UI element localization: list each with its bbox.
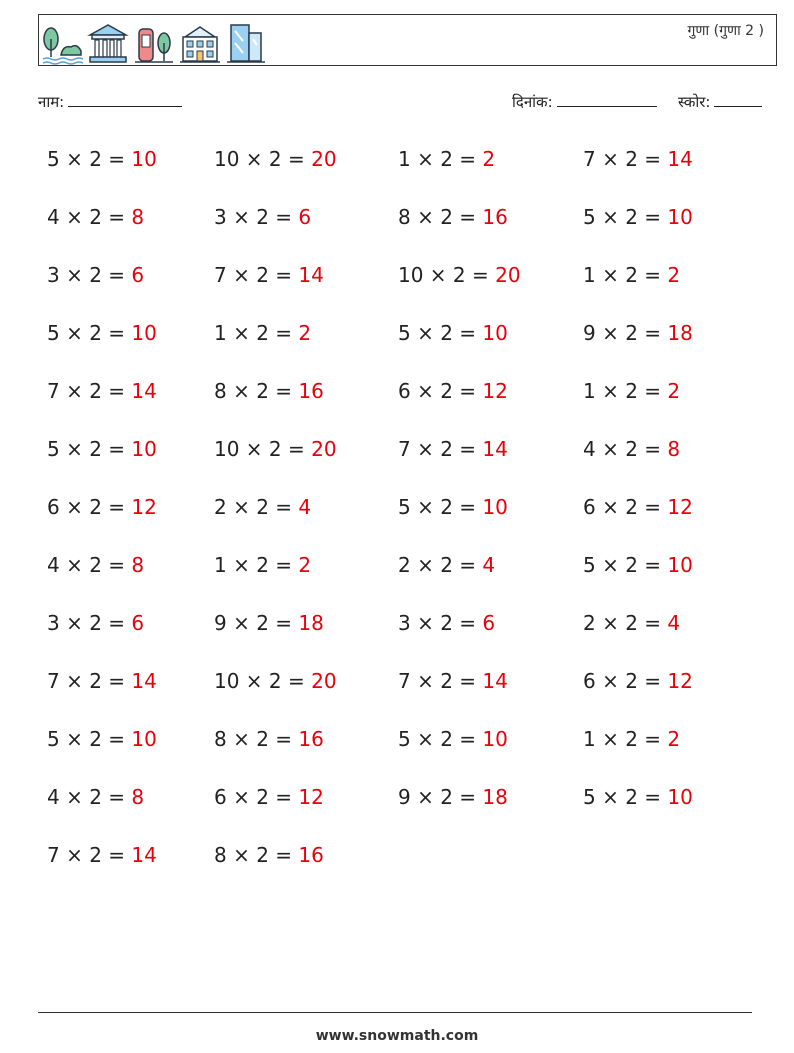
- problem-answer: 2: [298, 321, 312, 345]
- math-problem: [398, 665, 508, 697]
- math-problem: [47, 723, 157, 755]
- math-problem: [214, 607, 324, 639]
- math-problem: [214, 665, 337, 697]
- problem-answer: 10: [482, 321, 508, 345]
- math-problem: [583, 433, 680, 465]
- math-problem: [47, 259, 144, 291]
- problem-question: 5 × 2 =: [398, 727, 477, 751]
- glass-office-building-icon: [225, 21, 267, 65]
- problem-answer: 2: [298, 553, 312, 577]
- problem-question: 10 × 2 =: [214, 147, 305, 171]
- problem-answer: 16: [482, 205, 508, 229]
- problem-question: 3 × 2 =: [214, 205, 293, 229]
- math-problem: [583, 201, 693, 233]
- problem-answer: 14: [667, 147, 693, 171]
- footer-divider: [38, 1012, 752, 1013]
- phone-booth-tree-icon: [133, 21, 175, 65]
- problem-question: 8 × 2 =: [214, 727, 293, 751]
- problem-question: 1 × 2 =: [214, 553, 293, 577]
- problem-question: 2 × 2 =: [214, 495, 293, 519]
- math-problem: [583, 781, 693, 813]
- problem-answer: 14: [131, 379, 157, 403]
- problem-question: 1 × 2 =: [398, 147, 477, 171]
- problem-answer: 6: [482, 611, 496, 635]
- problem-answer: 14: [131, 843, 157, 867]
- header-icons: [41, 19, 267, 65]
- problem-question: 5 × 2 =: [47, 147, 126, 171]
- problem-answer: 8: [131, 785, 145, 809]
- problem-question: 4 × 2 =: [47, 785, 126, 809]
- problem-answer: 18: [482, 785, 508, 809]
- problem-answer: 10: [667, 785, 693, 809]
- math-problem: [398, 781, 508, 813]
- problem-question: 4 × 2 =: [47, 553, 126, 577]
- problem-question: 7 × 2 =: [398, 669, 477, 693]
- math-problem: [47, 317, 157, 349]
- math-problem: [583, 607, 680, 639]
- problem-question: 2 × 2 =: [583, 611, 662, 635]
- math-problem: [398, 143, 495, 175]
- problem-question: 10 × 2 =: [214, 669, 305, 693]
- problem-answer: 8: [667, 437, 681, 461]
- problem-question: 7 × 2 =: [398, 437, 477, 461]
- math-problem: [214, 433, 337, 465]
- date-field: [512, 92, 657, 112]
- problem-question: 10 × 2 =: [214, 437, 305, 461]
- problem-answer: 12: [482, 379, 508, 403]
- problem-answer: 12: [298, 785, 324, 809]
- problem-question: 6 × 2 =: [398, 379, 477, 403]
- name-field: [38, 92, 182, 112]
- problem-question: 4 × 2 =: [47, 205, 126, 229]
- problem-question: 10 × 2 =: [398, 263, 489, 287]
- problem-question: 5 × 2 =: [47, 437, 126, 461]
- math-problem: [47, 839, 157, 871]
- math-problem: [398, 201, 508, 233]
- problem-answer: 16: [298, 727, 324, 751]
- problem-answer: 10: [131, 321, 157, 345]
- math-problem: [583, 665, 693, 697]
- math-problem: [214, 259, 324, 291]
- problem-question: 7 × 2 =: [47, 669, 126, 693]
- problem-question: 5 × 2 =: [47, 321, 126, 345]
- problem-answer: 12: [131, 495, 157, 519]
- problem-answer: 12: [667, 669, 693, 693]
- problem-answer: 14: [298, 263, 324, 287]
- museum-building-icon: [87, 21, 129, 65]
- worksheet-title: गुणा (गुणा 2 ): [687, 23, 764, 39]
- house-icon: [179, 21, 221, 65]
- math-problem: [398, 607, 495, 639]
- problem-question: 5 × 2 =: [583, 785, 662, 809]
- problem-answer: 2: [482, 147, 496, 171]
- problem-question: 1 × 2 =: [583, 727, 662, 751]
- problem-question: 5 × 2 =: [398, 495, 477, 519]
- problem-answer: 8: [131, 205, 145, 229]
- math-problem: [398, 375, 508, 407]
- problem-answer: 10: [131, 147, 157, 171]
- date-blank-line: [557, 92, 657, 107]
- problem-answer: 6: [131, 611, 145, 635]
- problem-question: 8 × 2 =: [398, 205, 477, 229]
- problem-answer: 10: [131, 727, 157, 751]
- problem-question: 3 × 2 =: [398, 611, 477, 635]
- problem-answer: 16: [298, 843, 324, 867]
- problem-question: 2 × 2 =: [398, 553, 477, 577]
- math-problem: [47, 665, 157, 697]
- math-problem: [47, 491, 157, 523]
- problem-answer: 4: [667, 611, 681, 635]
- problem-question: 6 × 2 =: [47, 495, 126, 519]
- problem-answer: 20: [311, 669, 337, 693]
- date-label: दिनांक:: [512, 93, 553, 111]
- problem-question: 8 × 2 =: [214, 379, 293, 403]
- problem-answer: 10: [482, 495, 508, 519]
- score-field: [678, 92, 762, 112]
- problem-question: 5 × 2 =: [583, 205, 662, 229]
- math-problem: [398, 433, 508, 465]
- math-problem: [214, 375, 324, 407]
- name-blank-line: [68, 92, 182, 107]
- problem-answer: 14: [131, 669, 157, 693]
- trees-water-icon: [41, 21, 83, 65]
- problem-question: 8 × 2 =: [214, 843, 293, 867]
- problem-answer: 6: [298, 205, 312, 229]
- problem-question: 5 × 2 =: [47, 727, 126, 751]
- problem-answer: 20: [495, 263, 521, 287]
- math-problem: [47, 375, 157, 407]
- math-problem: [583, 259, 680, 291]
- problem-answer: 12: [667, 495, 693, 519]
- problem-answer: 8: [131, 553, 145, 577]
- problem-answer: 6: [131, 263, 145, 287]
- math-problem: [583, 549, 693, 581]
- problem-question: 5 × 2 =: [398, 321, 477, 345]
- problem-answer: 14: [482, 669, 508, 693]
- math-problem: [47, 201, 144, 233]
- math-problem: [214, 549, 311, 581]
- math-problem: [583, 375, 680, 407]
- problem-question: 9 × 2 =: [583, 321, 662, 345]
- problem-question: 1 × 2 =: [583, 379, 662, 403]
- problem-question: 9 × 2 =: [214, 611, 293, 635]
- problem-question: 1 × 2 =: [583, 263, 662, 287]
- math-problem: [214, 317, 311, 349]
- problem-question: 7 × 2 =: [47, 843, 126, 867]
- math-problem: [214, 781, 324, 813]
- problem-question: 7 × 2 =: [583, 147, 662, 171]
- problem-answer: 16: [298, 379, 324, 403]
- problem-question: 6 × 2 =: [214, 785, 293, 809]
- problem-answer: 20: [311, 147, 337, 171]
- problem-answer: 4: [298, 495, 312, 519]
- problem-answer: 2: [667, 263, 681, 287]
- math-problem: [398, 549, 495, 581]
- problem-question: 9 × 2 =: [398, 785, 477, 809]
- problem-question: 6 × 2 =: [583, 495, 662, 519]
- math-problem: [47, 781, 144, 813]
- problem-question: 1 × 2 =: [214, 321, 293, 345]
- problem-answer: 10: [131, 437, 157, 461]
- math-problem: [47, 143, 157, 175]
- problem-question: 4 × 2 =: [583, 437, 662, 461]
- problem-question: 3 × 2 =: [47, 611, 126, 635]
- score-blank-line: [714, 92, 762, 107]
- problem-answer: 10: [482, 727, 508, 751]
- problem-question: 3 × 2 =: [47, 263, 126, 287]
- problem-question: 7 × 2 =: [214, 263, 293, 287]
- problem-answer: 18: [667, 321, 693, 345]
- math-problem: [398, 491, 508, 523]
- footer-url: www.snowmath.com: [315, 1028, 479, 1044]
- problem-question: 5 × 2 =: [583, 553, 662, 577]
- math-problem: [583, 143, 693, 175]
- math-problem: [583, 491, 693, 523]
- math-problem: [214, 491, 311, 523]
- math-problem: [398, 259, 521, 291]
- name-label: नाम:: [38, 93, 65, 111]
- math-problem: [214, 839, 324, 871]
- math-problem: [398, 723, 508, 755]
- problem-answer: 14: [482, 437, 508, 461]
- math-problem: [47, 549, 144, 581]
- math-problem: [214, 201, 311, 233]
- math-problem: [47, 607, 144, 639]
- math-problem: [398, 317, 508, 349]
- problem-answer: 2: [667, 727, 681, 751]
- math-problem: [583, 723, 680, 755]
- problem-question: 7 × 2 =: [47, 379, 126, 403]
- problem-question: 6 × 2 =: [583, 669, 662, 693]
- math-problem: [214, 143, 337, 175]
- problem-answer: 20: [311, 437, 337, 461]
- worksheet-header: [38, 14, 777, 66]
- problem-answer: 18: [298, 611, 324, 635]
- problem-answer: 10: [667, 553, 693, 577]
- problem-answer: 4: [482, 553, 496, 577]
- math-problem: [214, 723, 324, 755]
- problem-answer: 2: [667, 379, 681, 403]
- score-label: स्कोर:: [678, 93, 711, 111]
- problem-answer: 10: [667, 205, 693, 229]
- math-problem: [47, 433, 157, 465]
- math-problem: [583, 317, 693, 349]
